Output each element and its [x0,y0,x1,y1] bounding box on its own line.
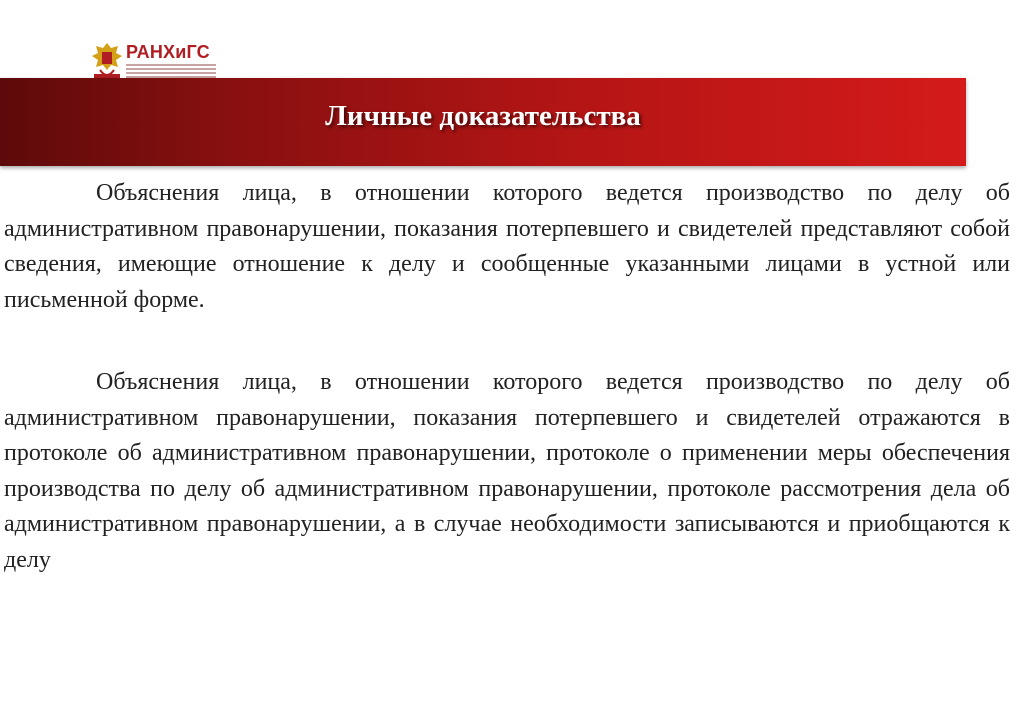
title-banner [0,78,966,166]
slide-title: Личные доказательства [325,99,641,132]
paragraph-2-text: Объяснения лица, в отношении которого ведется производство по делу об административном правонарушении, показания потерпевшего и свидетелей отражаются в протоколе об административном правонарушении, протоколе о применении меры обеспечения производства по делу об административном правонарушении, протоколе рассмотрения дела об административном правонарушении, а в случае необходимости записываются и приобщаются к делу [4,369,1010,573]
paragraph-1-text: Объяснения лица, в отношении которого ведется производство по делу об административном правонарушении, показания потерпевшего и свидетелей представляют собой сведения, имеющие отношение к делу и сообщенные указанными лицами в устной или письменной форме. [4,180,1010,313]
paragraph-1 [4,176,1010,318]
logo-wordmark: РАНХиГС [126,42,210,62]
paragraph-2 [4,365,1010,578]
